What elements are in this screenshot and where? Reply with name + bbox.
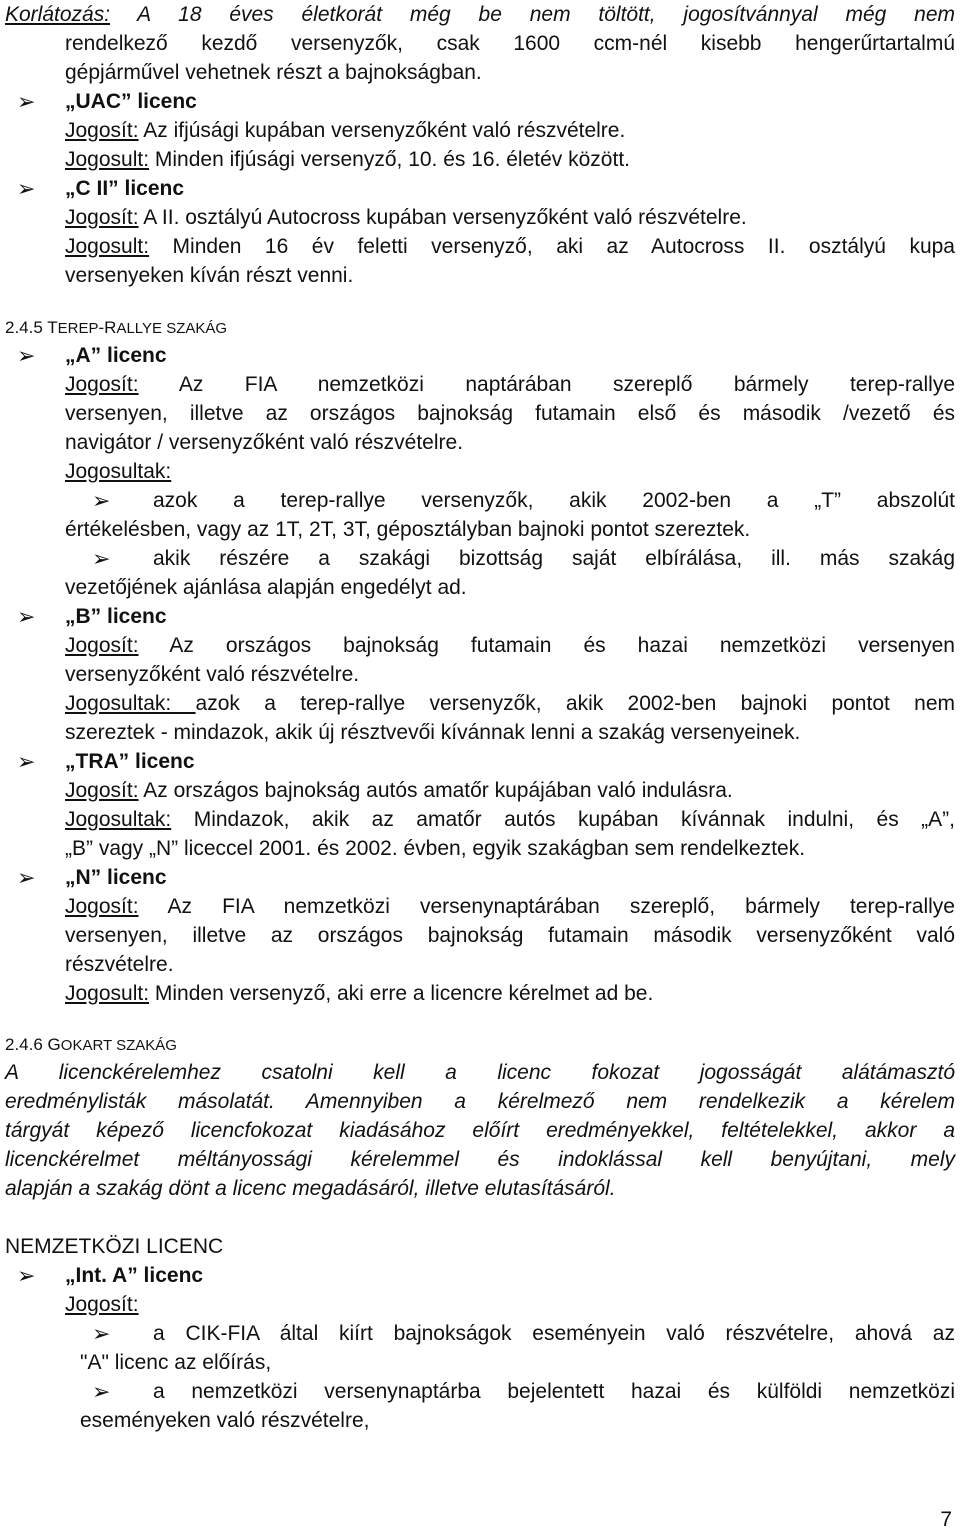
bullet-arrow-icon: ➢ (92, 1321, 111, 1346)
n-jogosult-line: Jogosult: Minden versenyző, aki erre a licencre kérelmet ad be. (65, 982, 654, 1005)
tra-jogosit-line: Jogosít: Az országos bajnokság autós amatőr kupájában való indulásra. (65, 779, 733, 802)
c2-jogosit-line: Jogosít: A II. osztályú Autocross kupában versenyzőként való részvételre. (65, 206, 747, 229)
international-license-heading: NEMZETKÖZI LICENC (5, 1235, 224, 1258)
bullet-arrow-icon: ➢ (17, 749, 36, 774)
a-jogosit-line-3: navigátor / versenyzőként való részvételre. (65, 431, 464, 454)
c2-jogosult-line: Jogosult: Minden 16 év feletti versenyző, aki az Autocross II. osztályú kupa (65, 235, 955, 258)
bullet-arrow-icon: ➢ (92, 546, 111, 571)
license-title-a: „A” licenc (65, 344, 167, 367)
int-a-sub1-line-2: "A" licenc az előírás, (80, 1351, 272, 1374)
license-title-c2: „C II” licenc (65, 177, 185, 200)
b-jogosit-line: Jogosít: Az országos bajnokság futamain és hazai nemzetközi versenyen (65, 634, 955, 657)
license-title-n: „N” licenc (65, 866, 167, 889)
bullet-arrow-icon: ➢ (17, 865, 36, 890)
int-a-sub2-line-1: a nemzetközi versenynaptárba bejelentett hazai és külföldi nemzetközi (153, 1380, 955, 1403)
gokart-paragraph-line-2: eredménylisták másolatát. Amennyiben a kérelmező nem rendelkezik a kérelem (5, 1090, 955, 1113)
restriction-line-3: gépjárművel vehetnek részt a bajnokságban. (65, 61, 482, 84)
a-sub1-line-2: értékelésben, vagy az 1T, 2T, 3T, géposztályban bajnoki pontot szereztek. (65, 518, 751, 541)
n-jogosit-line: Jogosít: Az FIA nemzetközi versenynaptárában szereplő, bármely terep-rallye (65, 895, 955, 918)
b-jogosultak-line-2: szereztek - mindazok, akik új résztvevői kívánnak lenni a szakág versenyeinek. (65, 721, 801, 744)
tra-jogosultak-line-2: „B” vagy „N” liceccel 2001. és 2002. évben, egyik szakágban sem rendelkeztek. (65, 837, 806, 860)
gokart-paragraph-line-3: tárgyát képező licencfokozat kiadásához előírt eredményekkel, feltételekkel, akkor a (5, 1119, 955, 1142)
a-sub2-line-1: akik részére a szakági bizottság saját elbírálása, ill. más szakág (153, 547, 955, 570)
int-a-jogosit-label: Jogosít: (65, 1293, 139, 1316)
n-jogosit-line-3: részvételre. (65, 953, 174, 976)
b-jogosultak-line: Jogosultak: azok a terep-rallye versenyzők, akik 2002-ben bajnoki pontot nem (65, 692, 955, 715)
section-heading-gokart: 2.4.6 GOKART SZAKÁG (5, 1035, 177, 1054)
bullet-arrow-icon: ➢ (17, 343, 36, 368)
bullet-arrow-icon: ➢ (92, 488, 111, 513)
a-sub2-line-2: vezetőjének ajánlása alapján engedélyt ad. (65, 576, 467, 599)
uac-jogosult-line: Jogosult: Minden ifjúsági versenyző, 10. és 16. életév között. (65, 148, 630, 171)
bullet-arrow-icon: ➢ (17, 1263, 36, 1288)
license-title-int-a: „Int. A” licenc (65, 1264, 204, 1287)
bullet-arrow-icon: ➢ (17, 89, 36, 114)
license-title-uac: „UAC” licenc (65, 90, 197, 113)
tra-jogosultak-line: Jogosultak: Mindazok, akik az amatőr autós kupában kívánnak indulni, és „A”, (65, 808, 955, 831)
a-sub1-line-1: azok a terep-rallye versenyzők, akik 2002-ben a „T” abszolút (153, 489, 955, 512)
gokart-paragraph-line-5: alapján a szakág dönt a licenc megadásáról, illetve elutasításáról. (5, 1177, 616, 1200)
restriction-label: Korlátozás: (5, 3, 111, 26)
uac-jogosit-line: Jogosít: Az ifjúsági kupában versenyzőként való részvételre. (65, 119, 626, 142)
bullet-arrow-icon: ➢ (17, 604, 36, 629)
page-number: 7 (940, 1508, 952, 1531)
bullet-arrow-icon: ➢ (92, 1379, 111, 1404)
license-title-tra: „TRA” licenc (65, 750, 195, 773)
a-jogosultak-label: Jogosultak: (65, 460, 172, 483)
b-jogosit-line-2: versenyzőként való részvételre. (65, 663, 360, 686)
bullet-arrow-icon: ➢ (17, 176, 36, 201)
c2-jogosult-cont: versenyeken kíván részt venni. (65, 264, 354, 287)
int-a-sub2-line-2: eseményeken való részvételre, (80, 1409, 370, 1432)
gokart-paragraph-line-4: licenckérelmet méltányossági kérelemmel és indoklással kell benyújtani, mely (5, 1148, 955, 1171)
a-jogosit-line-2: versenyen, illetve az országos bajnokság futamain első és második /vezető és (65, 402, 955, 425)
section-heading-terep-rallye: 2.4.5 TEREP-RALLYE SZAKÁG (5, 318, 228, 337)
restriction-line-2: rendelkező kezdő versenyzők, csak 1600 ccm-nél kisebb hengerűrtartalmú (65, 32, 955, 55)
a-jogosit-line: Jogosít: Az FIA nemzetközi naptárában szereplő bármely terep-rallye (65, 373, 955, 396)
restriction-line-1: Korlátozás: A 18 éves életkorát még be nem töltött, jogosítvánnyal még nem (5, 3, 955, 26)
int-a-sub1-line-1: a CIK-FIA által kiírt bajnokságok eseményein való részvételre, ahová az (153, 1322, 955, 1345)
gokart-paragraph-line-1: A licenckérelemhez csatolni kell a licenc fokozat jogosságát alátámasztó (5, 1061, 955, 1084)
n-jogosit-line-2: versenyen, illetve az országos bajnokság futamain második versenyzőként való (65, 924, 955, 947)
license-title-b: „B” licenc (65, 605, 167, 628)
